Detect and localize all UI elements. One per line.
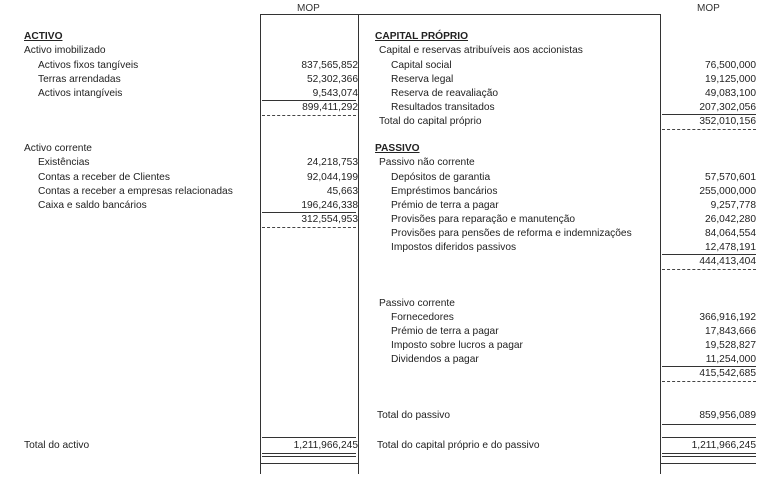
liability-item-value: 255,000,000 <box>699 186 756 197</box>
total-assets-label: Total do activo <box>24 440 90 451</box>
total-double-rule <box>662 456 756 457</box>
liability-item-value: 9,257,778 <box>710 200 756 211</box>
left-column-border <box>260 14 261 474</box>
asset-item-label: Activos fixos tangíveis <box>38 60 139 71</box>
liability-item-value: 26,042,280 <box>705 214 756 225</box>
equity-item-label: Resultados transitados <box>391 102 495 113</box>
bottom-rule-right <box>660 463 756 464</box>
subtotal-rule <box>662 254 756 255</box>
asset-item-value: 45,663 <box>326 186 358 197</box>
total-liabilities-label: Total do passivo <box>377 410 451 421</box>
noncurrent-liabilities-subtotal: 444,413,404 <box>699 256 756 267</box>
subtotal-rule <box>662 366 756 367</box>
asset-item-value: 837,565,852 <box>301 60 358 71</box>
liability-item-label: Dividendos a pagar <box>391 354 479 365</box>
liability-item-label: Prémio de terra a pagar <box>391 326 499 337</box>
total-equity-value: 352,010,156 <box>699 116 756 127</box>
total-assets-value: 1,211,966,245 <box>293 440 358 451</box>
asset-item-value: 92,044,199 <box>307 172 358 183</box>
current-liabilities-label: Passivo corrente <box>379 298 455 309</box>
total-rule <box>662 424 756 425</box>
liability-item-label: Prémio de terra a pagar <box>391 200 499 211</box>
subtotal-rule <box>662 114 756 115</box>
equity-reserves-label: Capital e reservas atribuíveis aos accionistas <box>379 45 583 56</box>
total-equity-label: Total do capital próprio <box>379 116 482 127</box>
liability-item-label: Empréstimos bancários <box>391 186 498 197</box>
total-double-rule <box>262 453 356 454</box>
immobilized-assets-label: Activo imobilizado <box>24 45 106 56</box>
subtotal-dashed-rule <box>662 129 756 130</box>
equity-heading: CAPITAL PRÓPRIO <box>375 31 469 42</box>
subtotal-dashed-rule <box>662 269 756 270</box>
bottom-rule-left <box>260 463 358 464</box>
asset-item-value: 9,543,074 <box>312 88 358 99</box>
currency-header-right: MOP <box>697 3 720 14</box>
liability-item-label: Impostos diferidos passivos <box>391 242 517 253</box>
liability-item-value: 19,528,827 <box>705 340 756 351</box>
asset-item-value: 52,302,366 <box>307 74 358 85</box>
asset-item-label: Contas a receber de Clientes <box>38 172 170 183</box>
liabilities-heading: PASSIVO <box>375 143 420 154</box>
subtotal-rule <box>262 100 356 101</box>
asset-item-label: Contas a receber a empresas relacionadas <box>38 186 233 197</box>
liability-item-label: Provisões para pensões de reforma e indemnizações <box>391 228 632 239</box>
liability-item-value: 57,570,601 <box>705 172 756 183</box>
header-rule-right <box>358 14 660 15</box>
liability-item-value: 17,843,666 <box>705 326 756 337</box>
asset-item-label: Terras arrendadas <box>38 74 121 85</box>
grand-total-label: Total do capital próprio e do passivo <box>377 440 540 451</box>
total-liabilities-value: 859,956,089 <box>699 410 756 421</box>
equity-item-label: Capital social <box>391 60 452 71</box>
liability-item-label: Fornecedores <box>391 312 454 323</box>
total-rule <box>262 437 356 438</box>
liability-item-label: Provisões para reparação e manutenção <box>391 214 576 225</box>
equity-item-value: 19,125,000 <box>705 74 756 85</box>
asset-item-value: 196,246,338 <box>301 200 358 211</box>
liability-item-value: 12,478,191 <box>705 242 756 253</box>
noncurrent-liabilities-label: Passivo não corrente <box>379 157 475 168</box>
asset-item-label: Activos intangíveis <box>38 88 123 99</box>
liability-item-label: Depósitos de garantia <box>391 172 491 183</box>
assets-heading: ACTIVO <box>24 31 63 42</box>
immobilized-subtotal: 899,411,292 <box>302 102 358 113</box>
equity-item-label: Reserva de reavaliação <box>391 88 499 99</box>
liability-item-value: 11,254,000 <box>705 354 756 365</box>
subtotal-dashed-rule <box>662 381 756 382</box>
subtotal-dashed-rule <box>262 227 356 228</box>
asset-item-label: Existências <box>38 157 90 168</box>
asset-item-value: 24,218,753 <box>307 157 358 168</box>
total-rule <box>662 437 756 438</box>
equity-item-value: 49,083,100 <box>705 88 756 99</box>
currency-header-left: MOP <box>297 3 320 14</box>
right-center-border <box>660 14 661 474</box>
left-center-border <box>358 14 359 474</box>
liability-item-value: 84,064,554 <box>705 228 756 239</box>
grand-total-value: 1,211,966,245 <box>691 440 756 451</box>
current-liabilities-subtotal: 415,542,685 <box>699 368 756 379</box>
liability-item-value: 366,916,192 <box>699 312 756 323</box>
subtotal-dashed-rule <box>262 115 356 116</box>
equity-item-value: 76,500,000 <box>705 60 756 71</box>
total-double-rule <box>662 453 756 454</box>
equity-item-label: Reserva legal <box>391 74 454 85</box>
current-assets-label: Activo corrente <box>24 143 92 154</box>
liability-item-label: Imposto sobre lucros a pagar <box>391 340 523 351</box>
equity-item-value: 207,302,056 <box>699 102 756 113</box>
asset-item-label: Caixa e saldo bancários <box>38 200 147 211</box>
current-assets-subtotal: 312,554,953 <box>301 214 358 225</box>
total-double-rule <box>262 456 356 457</box>
subtotal-rule <box>262 212 356 213</box>
